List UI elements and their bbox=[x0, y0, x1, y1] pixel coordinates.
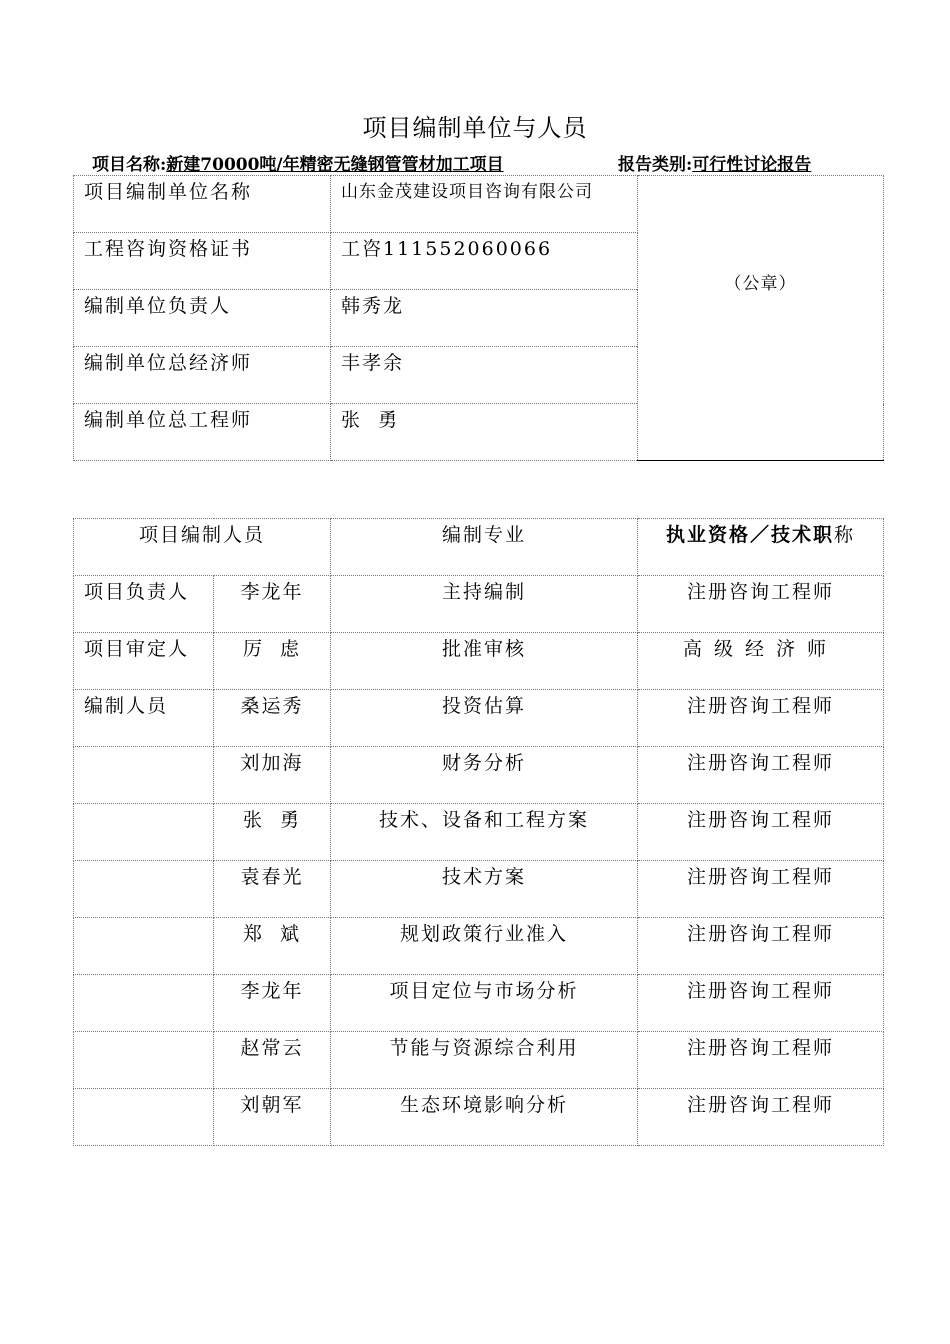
qualification-cell bbox=[638, 804, 884, 861]
role-text bbox=[74, 747, 213, 750]
unit-value-cell bbox=[331, 347, 638, 404]
unit-label-cell bbox=[74, 176, 331, 233]
name-text: 厉 虑 bbox=[242, 638, 302, 660]
qualification-text: 注册咨询工程师 bbox=[687, 980, 835, 1002]
unit-label-cell bbox=[74, 290, 331, 347]
name-text: 刘朝军 bbox=[240, 1094, 304, 1116]
specialty-text: 规划政策行业准入 bbox=[400, 923, 569, 945]
unit-value-cell bbox=[331, 176, 638, 233]
qualification-cell bbox=[638, 1089, 884, 1146]
qualification-text: 注册咨询工程师 bbox=[687, 1094, 835, 1116]
row-value: 山东金茂建设项目咨询有限公司 bbox=[341, 182, 593, 202]
name-text: 袁春光 bbox=[240, 866, 304, 888]
role-cell bbox=[74, 804, 214, 861]
project-name-line bbox=[92, 150, 504, 175]
row-label: 项目编制单位名称 bbox=[84, 181, 253, 203]
role-cell bbox=[74, 975, 214, 1032]
report-type-line bbox=[618, 150, 811, 175]
table-row bbox=[74, 633, 884, 690]
qualification-cell bbox=[638, 975, 884, 1032]
role-cell bbox=[74, 633, 214, 690]
specialty-text: 技术、设备和工程方案 bbox=[379, 809, 590, 831]
role-cell bbox=[74, 576, 214, 633]
role-text bbox=[74, 804, 213, 807]
row-label: 编制单位总工程师 bbox=[84, 409, 253, 431]
unit-label-cell bbox=[74, 347, 331, 404]
qualification-text: 注册咨询工程师 bbox=[687, 923, 835, 945]
specialty-cell bbox=[331, 1032, 638, 1089]
specialty-text: 节能与资源综合利用 bbox=[389, 1037, 579, 1059]
specialty-cell bbox=[331, 861, 638, 918]
name-cell bbox=[214, 1032, 331, 1089]
name-cell bbox=[214, 747, 331, 804]
specialty-cell bbox=[331, 747, 638, 804]
name-text: 张 勇 bbox=[242, 809, 302, 831]
report-type-value: 可行性讨论报告 bbox=[692, 155, 812, 175]
table-row bbox=[74, 690, 884, 747]
table-row bbox=[74, 975, 884, 1032]
specialty-text: 项目定位与市场分析 bbox=[389, 980, 579, 1002]
specialty-text: 生态环境影响分析 bbox=[400, 1094, 569, 1116]
table-row bbox=[74, 176, 884, 233]
row-label: 编制单位负责人 bbox=[84, 295, 232, 317]
name-cell bbox=[214, 975, 331, 1032]
row-value: 丰孝余 bbox=[341, 352, 405, 374]
role-text bbox=[74, 1089, 213, 1092]
qualification-cell bbox=[638, 747, 884, 804]
qualification-text: 注册咨询工程师 bbox=[687, 1037, 835, 1059]
unit-value-cell bbox=[331, 233, 638, 290]
row-value: 张 勇 bbox=[341, 409, 400, 431]
header-qualification-label: 执业资格／技术职 bbox=[666, 524, 835, 546]
specialty-cell bbox=[331, 576, 638, 633]
role-cell bbox=[74, 1089, 214, 1146]
name-text: 刘加海 bbox=[240, 752, 304, 774]
header-qualification-tail: 称 bbox=[834, 524, 856, 546]
name-cell bbox=[214, 861, 331, 918]
project-name-value: 新建70000吨/年精密无缝钢管管材加工项目 bbox=[166, 155, 504, 175]
table-header-row bbox=[74, 519, 884, 576]
specialty-cell bbox=[331, 1089, 638, 1146]
unit-value-cell bbox=[331, 290, 638, 347]
name-text: 李龙年 bbox=[240, 980, 304, 1002]
role-cell bbox=[74, 747, 214, 804]
name-cell bbox=[214, 1089, 331, 1146]
name-text: 桑运秀 bbox=[240, 695, 304, 717]
name-cell bbox=[214, 576, 331, 633]
role-text bbox=[74, 1032, 213, 1035]
name-cell bbox=[214, 690, 331, 747]
name-text: 李龙年 bbox=[240, 581, 304, 603]
table-row bbox=[74, 1032, 884, 1089]
role-text: 编制人员 bbox=[84, 695, 169, 717]
project-name-label: 项目名称: bbox=[92, 155, 167, 175]
role-text bbox=[74, 861, 213, 864]
name-text: 赵常云 bbox=[240, 1037, 304, 1059]
row-label: 工程咨询资格证书 bbox=[84, 238, 253, 260]
seal-label: （公章） bbox=[724, 274, 797, 294]
row-value: 工咨111552060066 bbox=[341, 238, 553, 260]
name-cell bbox=[214, 918, 331, 975]
table-row bbox=[74, 747, 884, 804]
staff-table bbox=[73, 518, 884, 1146]
report-type-label: 报告类别: bbox=[618, 155, 693, 175]
specialty-text: 财务分析 bbox=[442, 752, 527, 774]
role-text: 项目负责人 bbox=[84, 581, 190, 603]
header-specialty-label: 编制专业 bbox=[442, 524, 527, 546]
role-cell bbox=[74, 1032, 214, 1089]
specialty-text: 主持编制 bbox=[442, 581, 527, 603]
seal-cell bbox=[638, 176, 884, 461]
name-cell bbox=[214, 804, 331, 861]
qualification-cell bbox=[638, 576, 884, 633]
role-cell bbox=[74, 918, 214, 975]
role-text: 项目审定人 bbox=[84, 638, 190, 660]
qualification-text: 高级经济师 bbox=[683, 638, 839, 660]
specialty-text: 投资估算 bbox=[442, 695, 527, 717]
role-cell bbox=[74, 861, 214, 918]
header-specialty bbox=[331, 519, 638, 576]
qualification-cell bbox=[638, 861, 884, 918]
name-cell bbox=[214, 633, 331, 690]
name-text: 郑 斌 bbox=[242, 923, 302, 945]
qualification-text: 注册咨询工程师 bbox=[687, 752, 835, 774]
qualification-cell bbox=[638, 690, 884, 747]
table-row bbox=[74, 576, 884, 633]
specialty-text: 批准审核 bbox=[442, 638, 527, 660]
unit-label-cell bbox=[74, 233, 331, 290]
qualification-cell bbox=[638, 633, 884, 690]
unit-info-table bbox=[73, 175, 884, 461]
qualification-cell bbox=[638, 1032, 884, 1089]
row-label: 编制单位总经济师 bbox=[84, 352, 253, 374]
table-row bbox=[74, 1089, 884, 1146]
qualification-text: 注册咨询工程师 bbox=[687, 809, 835, 831]
page-title: 项目编制单位与人员 bbox=[362, 114, 588, 142]
specialty-cell bbox=[331, 633, 638, 690]
unit-value-cell bbox=[331, 404, 638, 461]
row-value: 韩秀龙 bbox=[341, 295, 405, 317]
specialty-cell bbox=[331, 690, 638, 747]
qualification-cell bbox=[638, 918, 884, 975]
header-qualification bbox=[638, 519, 884, 576]
qualification-text: 注册咨询工程师 bbox=[687, 581, 835, 603]
specialty-cell bbox=[331, 918, 638, 975]
role-text bbox=[74, 918, 213, 921]
header-people-label: 项目编制人员 bbox=[139, 524, 266, 546]
specialty-text: 技术方案 bbox=[442, 866, 527, 888]
table-row bbox=[74, 861, 884, 918]
table-row bbox=[74, 918, 884, 975]
header-people bbox=[74, 519, 331, 576]
qualification-text: 注册咨询工程师 bbox=[687, 866, 835, 888]
table-row bbox=[74, 804, 884, 861]
specialty-cell bbox=[331, 804, 638, 861]
role-text bbox=[74, 975, 213, 978]
role-cell bbox=[74, 690, 214, 747]
specialty-cell bbox=[331, 975, 638, 1032]
qualification-text: 注册咨询工程师 bbox=[687, 695, 835, 717]
unit-label-cell bbox=[74, 404, 331, 461]
